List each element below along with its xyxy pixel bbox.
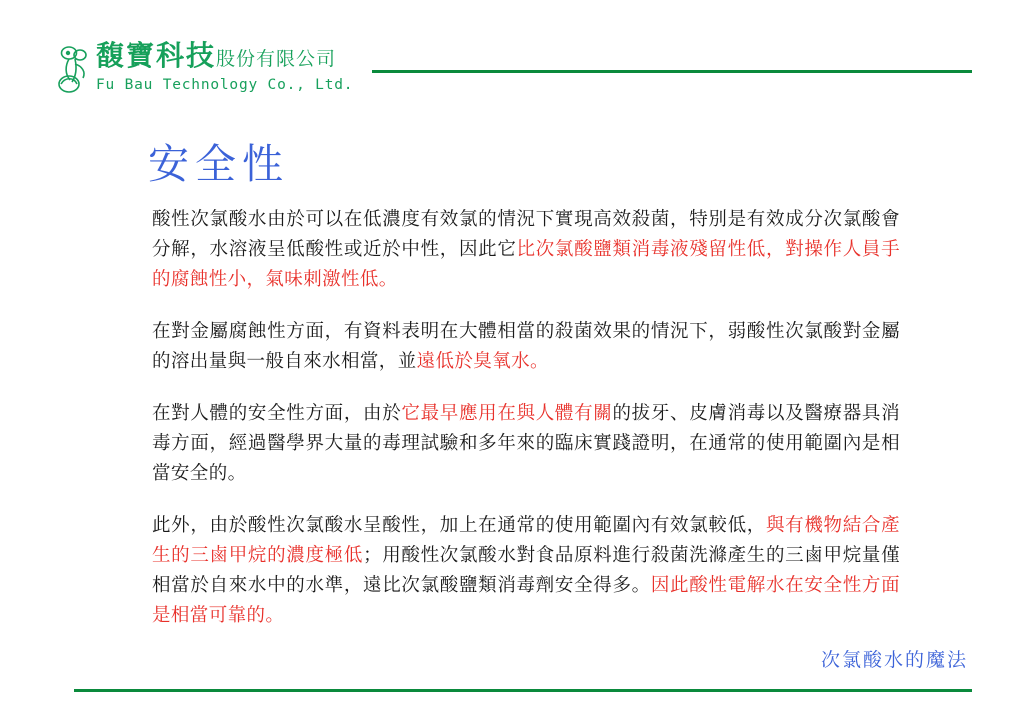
page-title: 安全性 [148,140,289,188]
text-run: 比次氯酸鹽類消毒液殘留性低，對操作人員手的腐蝕性小，氣味刺激性低。 [152,239,900,290]
text-run: 它最早應用在與人體有關 [401,403,613,424]
paragraph-2 [152,317,900,377]
footer-divider [74,689,972,692]
text-run: 與有機物結合產生的三鹵甲烷的濃度極低 [152,515,900,566]
company-name-en: Fu Bau Technology Co., Ltd. [96,77,354,93]
footer-label: 次氯酸水的魔法 [820,649,968,671]
text-run: 的拔牙、皮膚消毒以及醫療器具消毒方面，經過醫學界大量的毒理試驗和多年來的臨床實踐證明，在通常的使用範圍內是相當安全的。 [152,403,900,484]
text-run: 在對人體的安全性方面，由於 [152,403,402,424]
text-run: 酸性次氯酸水由於可以在低濃度有效氯的情況下實現高效殺菌，特別是有效成分次氯酸會分解，水溶液呈低酸性或近於中性，因此它 [152,209,900,260]
text-run: 遠低於臭氧水。 [416,351,549,372]
company-name-cn-suffix: 股份有限公司 [216,48,337,70]
company-identity [96,40,396,98]
company-name-cn-main: 馥寶科技 [96,39,217,72]
paragraph-3 [152,399,900,489]
text-run: 因此酸性電解水在安全性方面是相當可靠的。 [152,575,900,626]
company-name-cn [96,40,396,75]
header-divider [372,70,972,73]
text-run: 此外，由於酸性次氯酸水呈酸性，加上在通常的使用範圍內有效氯較低， [152,515,766,536]
text-run: ；用酸性次氯酸水對食品原料進行殺菌洗滌產生的三鹵甲烷量僅相當於自來水中的水準，遠比次氯酸鹽類消毒劑安全得多。 [152,545,901,596]
paragraph-1 [152,205,900,295]
text-run: 在對金屬腐蝕性方面，有資料表明在大體相當的殺菌效果的情況下，弱酸性次氯酸對金屬的溶出量與一般自來水相當，並 [152,321,900,372]
slide-header [0,40,1024,102]
body-content [152,205,900,631]
paragraph-4 [152,511,900,631]
flower-logo-icon [56,44,94,96]
